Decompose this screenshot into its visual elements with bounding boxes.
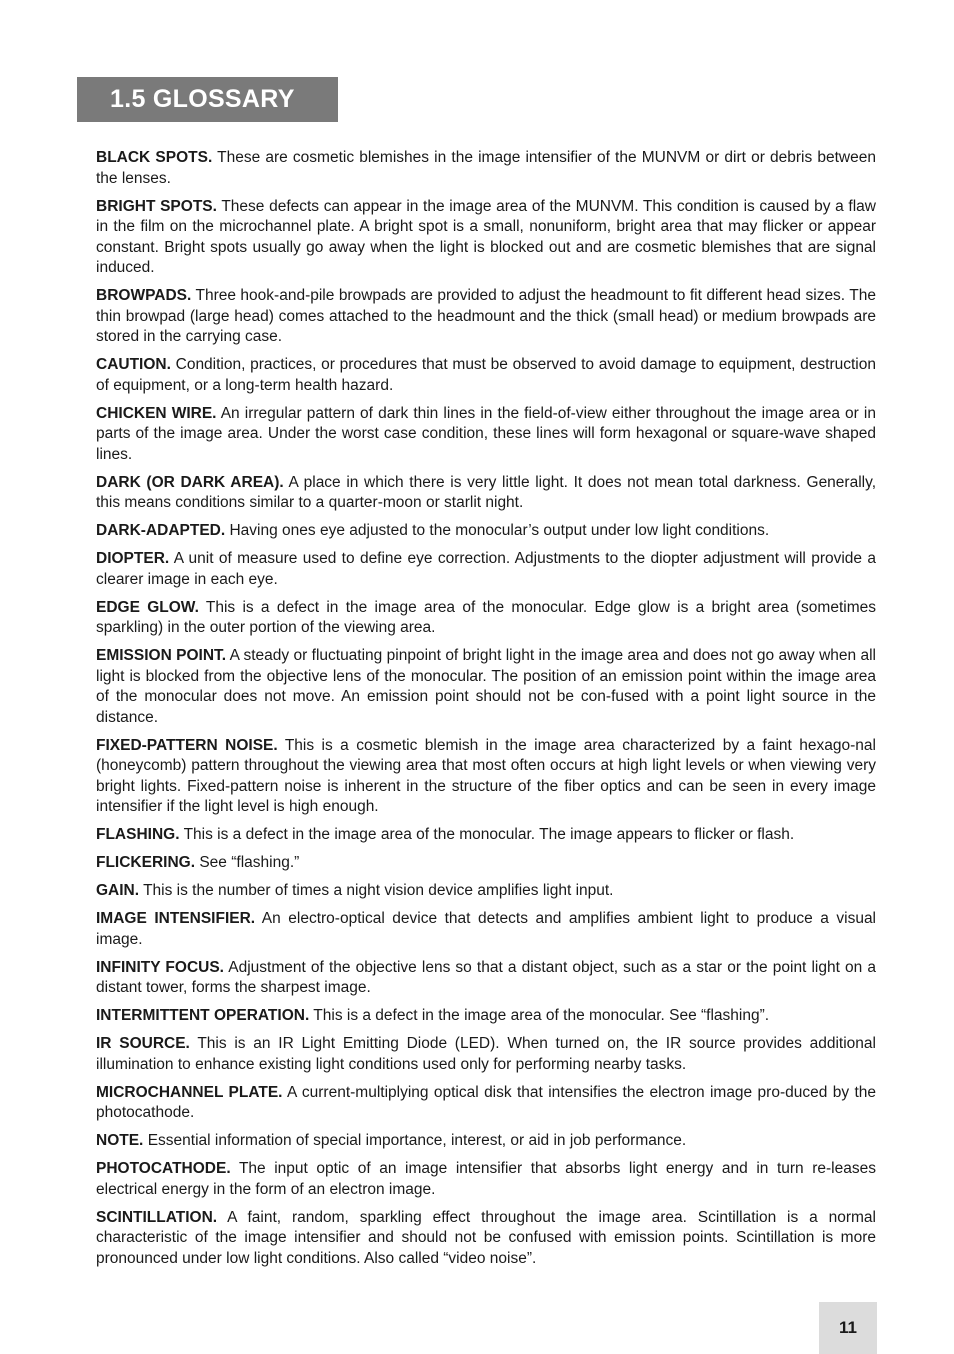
glossary-term: IMAGE INTENSIFIER.	[96, 910, 256, 927]
glossary-term: FIXED-PATTERN NOISE.	[96, 736, 278, 754]
glossary-term: GAIN.	[96, 882, 140, 899]
glossary-entry-flickering	[96, 853, 876, 874]
glossary-entry-microchannel-plate	[96, 1083, 876, 1124]
glossary-definition: These defects can appear in the image area of the MUNVM. This condition is caused by a flaw in the film on the microchannel plate. A bright spot is a small, nonuniform, bright area that may flicker or appear constant. Bright spots usually go away when the light is blocked out and are cosmetic blemishes that are signal induced.	[96, 197, 876, 276]
glossary-definition: A place in which there is very little light. It does not mean total darkness. Generally, this means conditions similar to a quarter-moon or starlit night.	[96, 473, 877, 511]
glossary-entry-ir-source	[96, 1034, 876, 1075]
glossary-entry-fixed-pattern-noise	[96, 736, 876, 818]
glossary-entry-edge-glow	[96, 598, 876, 639]
glossary-entry-bright-spots	[96, 197, 876, 279]
glossary-definition: This is a defect in the image area of the monocular. Edge glow is a bright area (sometimes sparkling) in the outer portion of the viewing area.	[96, 598, 876, 636]
glossary-term: DARK-ADAPTED.	[96, 522, 226, 539]
glossary-term: DIOPTER.	[96, 550, 170, 567]
glossary-entry-intermittent-operation	[96, 1006, 876, 1027]
glossary-term: DARK (OR DARK AREA).	[96, 473, 284, 491]
glossary-definition: See “flashing.”	[199, 854, 300, 871]
glossary-term: IR SOURCE.	[96, 1035, 190, 1052]
glossary-definition: Essential information of special importance, interest, or aid in job performance.	[147, 1132, 687, 1149]
glossary-term: PHOTOCATHODE.	[96, 1160, 231, 1177]
glossary-definition: Three hook-and-pile browpads are provided to adjust the headmount to fit different head sizes. The thin browpad (large head) comes attached to the headmount and the thick (small head) or medium browpads are stored in the carrying case.	[96, 287, 877, 345]
glossary-term: EMISSION POINT.	[96, 647, 227, 664]
glossary-definition: This is a defect in the image area of the monocular. See “flashing”.	[313, 1007, 770, 1024]
glossary-definition: These are cosmetic blemishes in the image intensifier of the MUNVM or dirt or debris between the lenses.	[96, 149, 876, 187]
page-number: 11	[819, 1302, 877, 1354]
glossary-term: MICROCHANNEL PLATE.	[96, 1083, 283, 1101]
glossary-entry-flashing	[96, 825, 876, 846]
glossary-term: FLASHING.	[96, 826, 180, 843]
glossary-entry-chicken-wire	[96, 404, 876, 466]
glossary-term: INFINITY FOCUS.	[96, 958, 224, 976]
glossary-entry-diopter	[96, 549, 876, 590]
glossary-definition: A unit of measure used to define eye correction. Adjustments to the diopter adjustment will provide a clearer image in each eye.	[96, 550, 876, 588]
glossary-definition: An irregular pattern of dark thin lines in the field-of-view either throughout the image area or in parts of the image area. Under the worst case condition, these lines will form hexagonal or square-wave shaped lines.	[96, 404, 876, 463]
glossary-definition: A current-multiplying optical disk that intensifies the electron image pro-duced by the photocathode.	[96, 1083, 877, 1121]
glossary-term: INTERMITTENT OPERATION.	[96, 1007, 310, 1024]
glossary-entry-scintillation	[96, 1208, 876, 1270]
glossary-term: BLACK SPOTS.	[96, 149, 213, 166]
section-title: 1.5 GLOSSARY	[77, 77, 338, 122]
glossary-definition: A faint, random, sparkling effect throughout the image area. Scintillation is a normal characteristic of the image intensifier and should not be confused with emission points. Scintillation is more pronounced under low light conditions. Also called “video noise”.	[96, 1208, 876, 1267]
glossary-term: FLICKERING.	[96, 854, 196, 871]
glossary-entry-image-intensifier	[96, 909, 876, 950]
glossary-entry-infinity-focus	[96, 958, 876, 999]
glossary-definition: This is an IR Light Emitting Diode (LED). When turned on, the IR source provides additional illumination to enhance existing light conditions used only for performing nearby tasks.	[96, 1035, 876, 1073]
glossary-term: CAUTION.	[96, 356, 171, 373]
glossary-entry-dark-adapted	[96, 521, 876, 542]
glossary-term: EDGE GLOW.	[96, 598, 199, 616]
glossary-entry-black-spots	[96, 148, 876, 189]
glossary-definition: Adjustment of the objective lens so that a distant object, such as a star or the point light on a distant tower, forms the sharpest image.	[96, 958, 877, 996]
glossary-definition: This is a cosmetic blemish in the image area characterized by a faint hexago-nal (honeycomb) pattern throughout the viewing area that most often occurs at high light levels or when viewing very bright lights. Fixed-pattern noise is inherent in the structure of the fiber optics and can be seen in every image intensifier if the light level is high enough.	[96, 736, 876, 815]
glossary-term: BRIGHT SPOTS.	[96, 197, 217, 215]
glossary-definition: This is the number of times a night vision device amplifies light input.	[143, 882, 614, 899]
glossary-term: BROWPADS.	[96, 287, 192, 304]
glossary-definition: The input optic of an image intensifier that absorbs light energy and in turn re-leases electrical energy in the form of an electron image.	[96, 1160, 876, 1198]
glossary-entry-photocathode	[96, 1159, 876, 1200]
glossary-entry-dark	[96, 473, 876, 514]
glossary-entry-emission-point	[96, 646, 876, 728]
glossary-definition: This is a defect in the image area of the monocular. The image appears to flicker or flash.	[183, 826, 795, 843]
glossary-list	[96, 148, 876, 1277]
glossary-entry-gain	[96, 881, 876, 902]
glossary-definition: An electro-optical device that detects and amplifies ambient light to produce a visual image.	[96, 910, 877, 948]
glossary-entry-caution	[96, 355, 876, 396]
glossary-entry-note	[96, 1131, 876, 1152]
glossary-definition: Having ones eye adjusted to the monocular’s output under low light conditions.	[229, 522, 770, 539]
glossary-term: CHICKEN WIRE.	[96, 404, 217, 422]
glossary-definition: Condition, practices, or procedures that must be observed to avoid damage to equipment, destruction of equipment, or a long-term health hazard.	[96, 356, 876, 394]
glossary-definition: A steady or fluctuating pinpoint of bright light in the image area and does not go away when all light is blocked from the objective lens of the monocular. The position of an emission point within the image area of the monocular does not move. An emission point should not be con-fused with a point light source in the distance.	[96, 647, 876, 726]
glossary-term: NOTE.	[96, 1132, 144, 1149]
glossary-term: SCINTILLATION.	[96, 1208, 218, 1226]
glossary-entry-browpads	[96, 286, 876, 348]
